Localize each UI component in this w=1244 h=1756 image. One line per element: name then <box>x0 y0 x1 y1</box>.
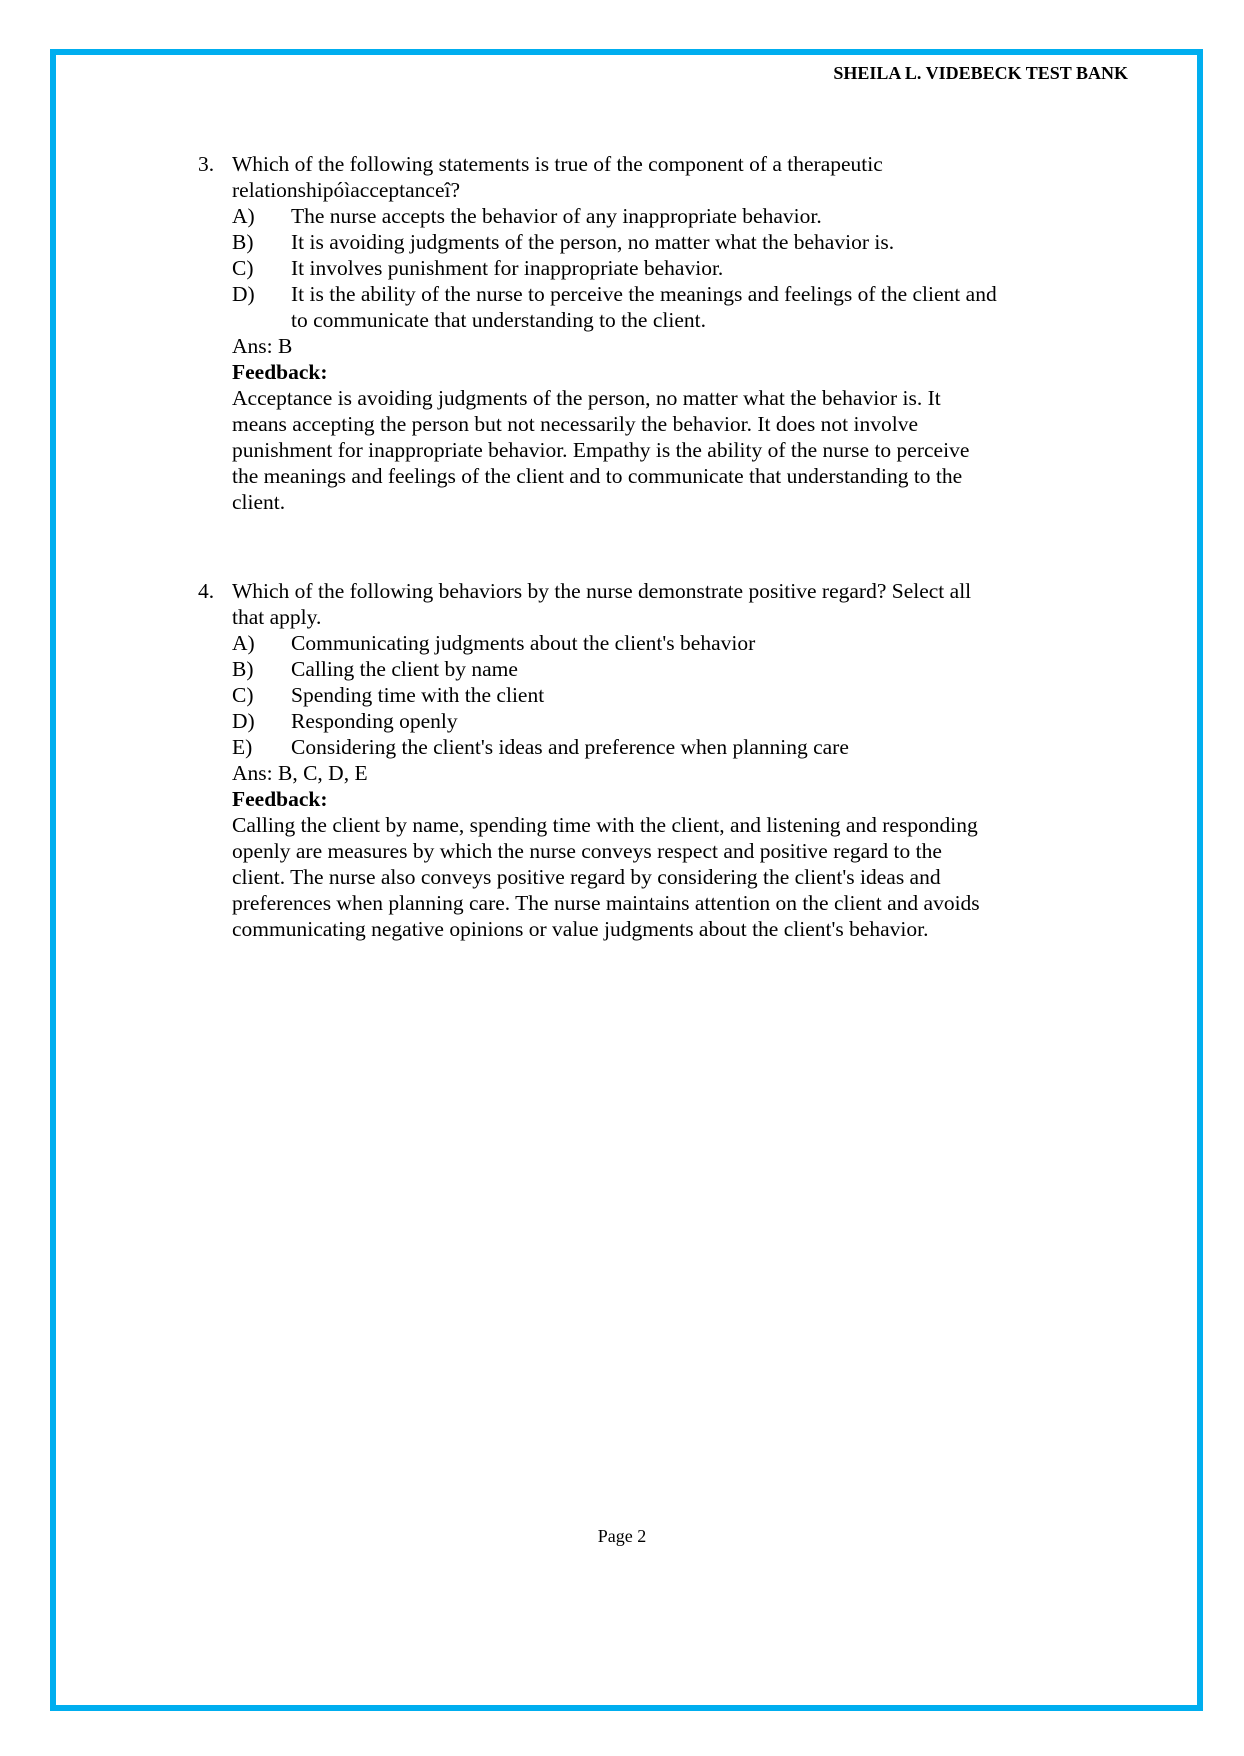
answer-option <box>232 203 997 229</box>
feedback-line: means accepting the person but not necessarily the behavior. It does not involve <box>232 412 919 436</box>
question-stem-line: relationshipóìacceptanceî? <box>232 178 461 202</box>
feedback-line: client. <box>232 490 286 514</box>
answer-option <box>232 281 997 333</box>
answer-option <box>232 682 980 708</box>
option-text <box>291 281 997 333</box>
answer-option <box>232 734 980 760</box>
answer-option <box>232 229 997 255</box>
feedback-line: communicating negative opinions or value judgments about the client's behavior. <box>232 917 929 941</box>
feedback-line: the meanings and feelings of the client and to communicate that understanding to the <box>232 464 963 488</box>
option-letter: D) <box>232 709 255 733</box>
question-body <box>232 578 980 942</box>
option-letter: C) <box>232 256 254 280</box>
option-text <box>291 708 458 734</box>
option-text <box>291 255 723 281</box>
option-text-line: Spending time with the client <box>291 683 545 707</box>
feedback-label: Feedback: <box>232 787 328 811</box>
option-letter: B) <box>232 230 254 254</box>
option-text <box>291 630 755 656</box>
feedback-line: Calling the client by name, spending time with the client, and listening and responding <box>232 813 978 837</box>
option-text <box>291 734 849 760</box>
question-number: 3. <box>198 152 215 176</box>
question-body <box>232 151 997 515</box>
option-text-line: It involves punishment for inappropriate behavior. <box>291 256 724 280</box>
question-stem-line: Which of the following statements is true of the component of a therapeutic <box>232 152 883 176</box>
question-number: 4. <box>198 579 215 603</box>
option-text <box>291 682 544 708</box>
answer-option <box>232 708 980 734</box>
feedback-line: openly are measures by which the nurse conveys respect and positive regard to the <box>232 839 942 863</box>
option-text-line: It is the ability of the nurse to perceive the meanings and feelings of the client and <box>291 282 997 306</box>
page-number: Page 2 <box>597 1526 647 1546</box>
answer-key: Ans: B, C, D, E <box>232 761 368 785</box>
question-4 <box>198 578 980 942</box>
question-3 <box>198 151 997 515</box>
answer-option <box>232 630 980 656</box>
option-text-line: The nurse accepts the behavior of any inappropriate behavior. <box>291 204 822 228</box>
page-header: SHEILA L. VIDEBECK TEST BANK <box>833 63 1128 83</box>
option-letter: B) <box>232 657 254 681</box>
option-text-line: Considering the client's ideas and preference when planning care <box>291 735 849 759</box>
option-text-line: It is avoiding judgments of the person, no matter what the behavior is. <box>291 230 895 254</box>
option-text-line: Responding openly <box>291 709 458 733</box>
feedback-line: Acceptance is avoiding judgments of the person, no matter what the behavior is. It <box>232 386 941 410</box>
question-stem-line: that apply. <box>232 605 322 629</box>
option-text-line: Calling the client by name <box>291 657 518 681</box>
question-stem-line: Which of the following behaviors by the nurse demonstrate positive regard? Select all <box>232 579 972 603</box>
feedback-line: preferences when planning care. The nurse maintains attention on the client and avoids <box>232 891 980 915</box>
option-text-line: to communicate that understanding to the client. <box>291 308 706 332</box>
option-letter: A) <box>232 204 255 228</box>
option-text-line: Communicating judgments about the client's behavior <box>291 631 756 655</box>
option-text <box>291 229 894 255</box>
answer-key: Ans: B <box>232 334 293 358</box>
option-text <box>291 656 518 682</box>
option-letter: E) <box>232 735 253 759</box>
feedback-label: Feedback: <box>232 360 328 384</box>
answer-option <box>232 255 997 281</box>
option-letter: C) <box>232 683 254 707</box>
option-letter: A) <box>232 631 255 655</box>
option-letter: D) <box>232 282 255 306</box>
option-text <box>291 203 822 229</box>
answer-option <box>232 656 980 682</box>
feedback-line: client. The nurse also conveys positive regard by considering the client's ideas and <box>232 865 941 889</box>
feedback-line: punishment for inappropriate behavior. Empathy is the ability of the nurse to perceive <box>232 438 970 462</box>
